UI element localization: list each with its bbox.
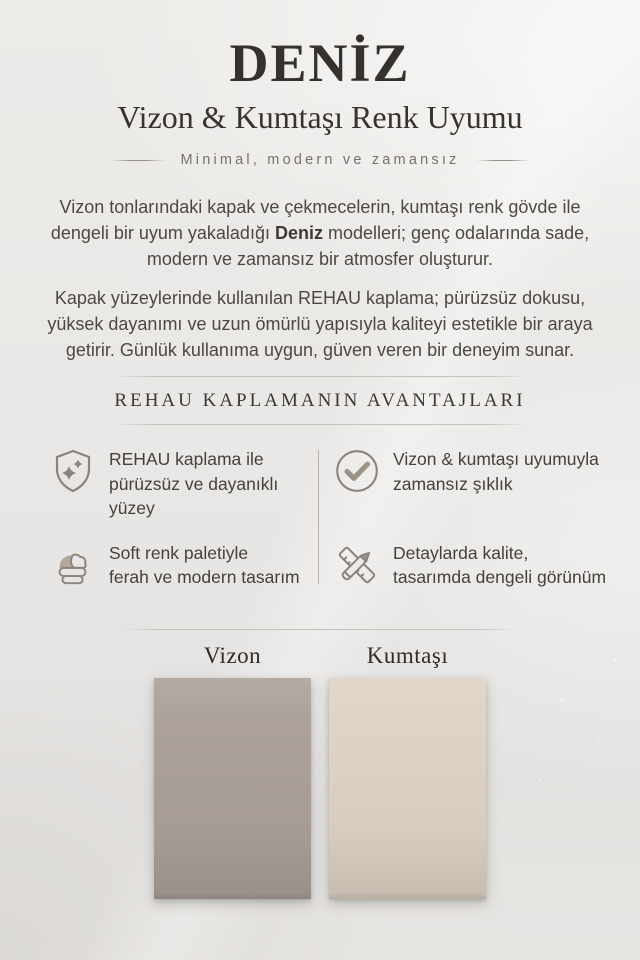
feature-rehau-surface bbox=[0, 446, 320, 521]
swatch-labels bbox=[0, 643, 640, 669]
tagline-right-line bbox=[476, 160, 530, 161]
check-circle-icon bbox=[332, 446, 382, 496]
intro-paragraph-2: Kapak yüzeylerinde kullanılan REHAU kaplama; pürüzsüz dokusu, yüksek dayanımı ve uzun ömürlü yapısıyla kaliteyi estetikle bir araya getirir. Günlük kullanıma uygun, güven veren bir deneyim sunar. bbox=[47, 288, 593, 361]
feature-text bbox=[393, 446, 599, 496]
feature-text bbox=[393, 540, 606, 590]
header bbox=[0, 0, 640, 168]
feature-quality-details bbox=[320, 540, 640, 590]
feature-line: REHAU kaplama ile bbox=[109, 449, 264, 470]
page-title: DENİZ bbox=[229, 33, 411, 93]
shield-sparkle-icon bbox=[48, 446, 98, 496]
soft-layers-icon bbox=[48, 540, 98, 590]
swatch-label-kumtasi: Kumtaşı bbox=[366, 642, 449, 668]
tagline-row bbox=[0, 152, 640, 168]
feature-timeless-style bbox=[320, 446, 640, 521]
advantages-heading-block bbox=[0, 376, 640, 425]
feature-text bbox=[109, 540, 300, 590]
tagline: Minimal, modern ve zamansız bbox=[180, 152, 460, 169]
feature-line: ferah ve modern tasarım bbox=[109, 567, 300, 588]
feature-line: Detaylarda kalite, bbox=[393, 542, 529, 563]
feature-line: Soft renk paletiyle bbox=[109, 542, 249, 563]
paragraph-text: Vizon tonlarındaki kapak ve çekmecelerin, kumtaşı renk gövde ile dengeli bir uyum yakaladığı bbox=[50, 197, 581, 244]
heading-bottom-rule bbox=[112, 424, 528, 425]
swatch-label-vizon: Vizon bbox=[203, 642, 262, 668]
advantages-grid bbox=[0, 446, 640, 590]
ruler-pencil-icon bbox=[332, 540, 382, 590]
model-name-bold: Deniz bbox=[274, 223, 323, 244]
feature-line: pürüzsüz ve dayanıklı yüzey bbox=[109, 473, 279, 519]
swatch-row bbox=[0, 678, 640, 899]
column-divider bbox=[318, 450, 319, 584]
color-swatch-vizon bbox=[154, 678, 311, 899]
color-swatch-kumtasi bbox=[329, 678, 486, 899]
feature-line: Vizon & kumtaşı uyumuyla bbox=[393, 449, 599, 470]
swatch-section-divider bbox=[123, 629, 517, 630]
paragraph-text: modelleri; genç odalarında sade, modern ve zamansız bir atmosfer oluşturur. bbox=[146, 223, 590, 270]
tagline-left-line bbox=[111, 160, 165, 161]
page-subtitle: Vizon & Kumtaşı Renk Uyumu bbox=[117, 99, 523, 136]
feature-soft-palette bbox=[0, 540, 320, 590]
intro-paragraph-1 bbox=[29, 194, 611, 272]
feature-text bbox=[109, 446, 320, 521]
advantages-heading: REHAU KAPLAMANIN AVANTAJLARI bbox=[114, 390, 526, 412]
feature-line: tasarımda dengeli görünüm bbox=[393, 567, 607, 588]
feature-line: zamansız şıklık bbox=[393, 473, 513, 494]
